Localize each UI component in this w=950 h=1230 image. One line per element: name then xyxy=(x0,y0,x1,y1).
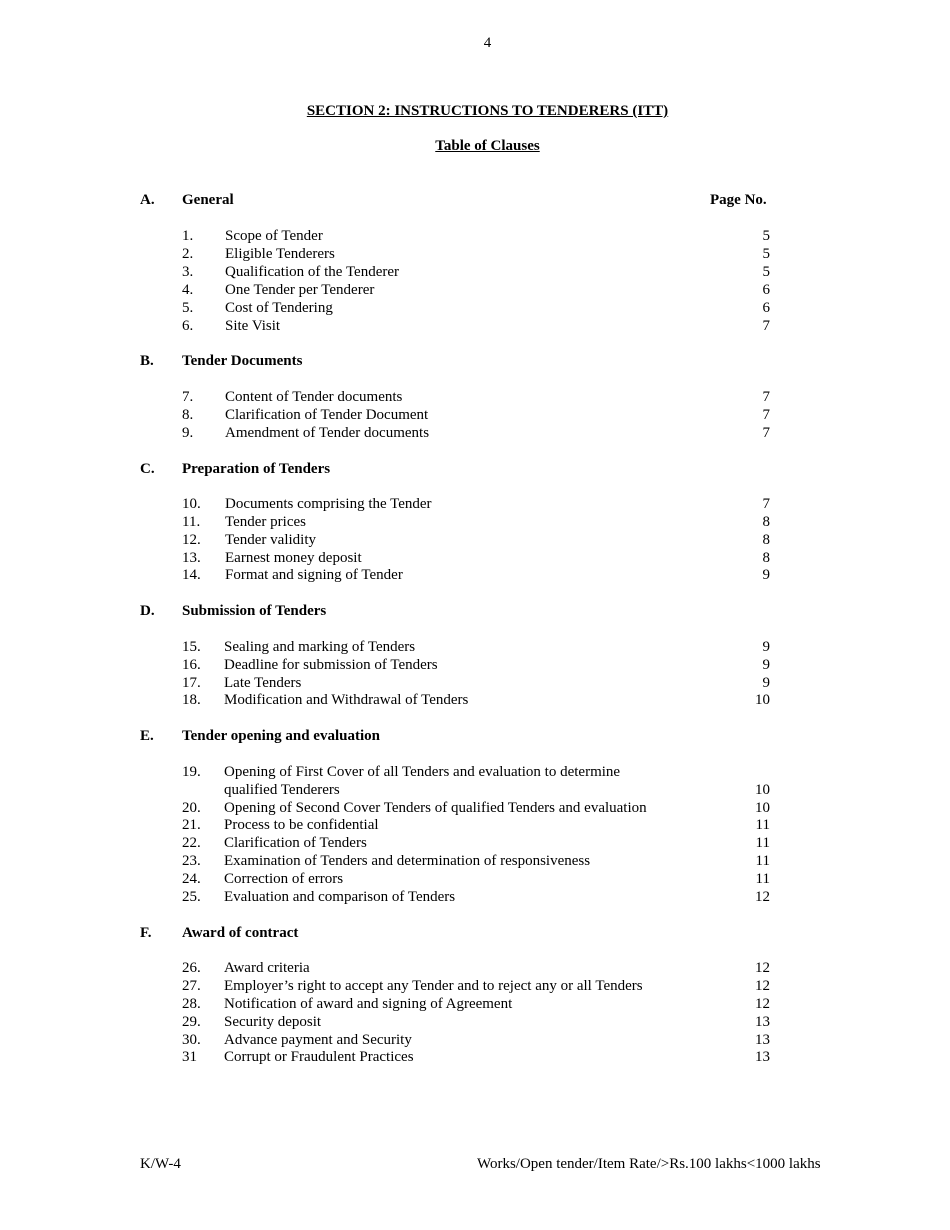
clause-number: 29. xyxy=(182,1014,201,1030)
clause-title: Cost of Tendering xyxy=(225,300,333,316)
clause-page: 5 xyxy=(762,246,770,262)
clause-page: 9 xyxy=(762,639,770,655)
clause-number: 4. xyxy=(182,282,194,298)
clause-title: Tender prices xyxy=(225,514,306,530)
clause-page: 13 xyxy=(755,1014,770,1030)
clause-title: Process to be confidential xyxy=(224,817,379,833)
clause-title: Evaluation and comparison of Tenders xyxy=(224,889,456,905)
clause-number: 28. xyxy=(182,996,201,1012)
clause-page: 11 xyxy=(755,817,770,833)
clause-title: Correction of errors xyxy=(224,871,344,887)
clause-page: 7 xyxy=(762,318,770,334)
clause-title: Corrupt or Fraudulent Practices xyxy=(224,1049,414,1065)
section-letter: D. xyxy=(140,603,155,619)
clause-title: Format and signing of Tender xyxy=(225,567,403,583)
clause-page: 12 xyxy=(755,978,770,994)
clause-number: 20. xyxy=(182,800,201,816)
clause-title: Qualification of the Tenderer xyxy=(225,264,400,280)
clause-title: Site Visit xyxy=(225,318,281,334)
clause-number: 19. xyxy=(182,764,201,780)
clause-title: Modification and Withdrawal of Tenders xyxy=(224,692,469,708)
footer-tender-category: Works/Open tender/Item Rate/>Rs.100 lakhs<1000 lakhs xyxy=(477,1156,821,1172)
clause-page: 7 xyxy=(762,389,770,405)
section-heading: Preparation of Tenders xyxy=(182,461,331,477)
clause-page: 10 xyxy=(755,692,770,708)
clause-number: 9. xyxy=(182,425,194,441)
clause-title: One Tender per Tenderer xyxy=(225,282,375,298)
clause-title: Notification of award and signing of Agreement xyxy=(224,996,513,1012)
clause-page: 9 xyxy=(762,675,770,691)
clause-number: 16. xyxy=(182,657,201,673)
clause-number: 2. xyxy=(182,246,194,262)
clause-number: 18. xyxy=(182,692,201,708)
clause-page: 5 xyxy=(762,228,770,244)
clause-number: 23. xyxy=(182,853,201,869)
clause-title: Deadline for submission of Tenders xyxy=(224,657,438,673)
section-letter: F. xyxy=(140,925,152,941)
clause-number: 30. xyxy=(182,1032,201,1048)
clause-title: Eligible Tenderers xyxy=(225,246,335,262)
clause-title: Documents comprising the Tender xyxy=(225,496,432,512)
clause-title: Late Tenders xyxy=(224,675,302,691)
clause-page: 7 xyxy=(762,425,770,441)
clause-page: 13 xyxy=(755,1032,770,1048)
clause-page: 10 xyxy=(755,800,770,816)
clause-page: 12 xyxy=(755,889,770,905)
clause-title: Examination of Tenders and determination of responsiveness xyxy=(224,853,591,869)
section-title: SECTION 2: INSTRUCTIONS TO TENDERERS (ITT) xyxy=(306,103,669,119)
clause-number: 27. xyxy=(182,978,201,994)
clause-page: 8 xyxy=(762,514,770,530)
section-heading: Tender Documents xyxy=(182,353,303,369)
clause-number: 25. xyxy=(182,889,201,905)
clause-title: Scope of Tender xyxy=(225,228,323,244)
clause-number: 21. xyxy=(182,817,201,833)
clause-page: 11 xyxy=(755,835,770,851)
section-heading: Award of contract xyxy=(182,925,299,941)
page-number: 4 xyxy=(483,35,492,51)
clause-page: 9 xyxy=(762,657,770,673)
section-letter: B. xyxy=(140,353,154,369)
section-heading: Submission of Tenders xyxy=(182,603,327,619)
clause-number: 12. xyxy=(182,532,201,548)
clause-number: 6. xyxy=(182,318,194,334)
clause-number: 26. xyxy=(182,960,201,976)
clause-number: 1. xyxy=(182,228,194,244)
clause-number: 11. xyxy=(182,514,201,530)
section-letter: C. xyxy=(140,461,155,477)
clause-page: 8 xyxy=(762,532,770,548)
clause-page: 5 xyxy=(762,264,770,280)
clause-number: 13. xyxy=(182,550,201,566)
clause-number: 22. xyxy=(182,835,201,851)
clause-number: 17. xyxy=(182,675,201,691)
clause-title: Award criteria xyxy=(224,960,310,976)
table-of-clauses-heading: Table of Clauses xyxy=(435,138,540,154)
page-no-header: Page No. xyxy=(710,192,767,208)
section-letter: E. xyxy=(140,728,154,744)
clause-page: 12 xyxy=(755,996,770,1012)
clause-title: Advance payment and Security xyxy=(224,1032,412,1048)
clause-number: 14. xyxy=(182,567,201,583)
clause-number: 5. xyxy=(182,300,194,316)
clause-number: 8. xyxy=(182,407,194,423)
clause-title: Sealing and marking of Tenders xyxy=(224,639,416,655)
clause-number: 15. xyxy=(182,639,201,655)
clause-title: Content of Tender documents xyxy=(225,389,403,405)
clause-page: 6 xyxy=(762,300,770,316)
clause-page: 9 xyxy=(762,567,770,583)
clause-page: 12 xyxy=(755,960,770,976)
clause-number: 10. xyxy=(182,496,201,512)
section-heading: General xyxy=(182,192,234,208)
clause-title: Opening of First Cover of all Tenders and evaluation to determine xyxy=(224,764,621,780)
clause-page: 7 xyxy=(762,496,770,512)
clause-title: Tender validity xyxy=(225,532,317,548)
clause-page: 7 xyxy=(762,407,770,423)
clause-page: 6 xyxy=(762,282,770,298)
clause-page: 11 xyxy=(755,853,770,869)
clause-title: Security deposit xyxy=(224,1014,322,1030)
clause-title: Earnest money deposit xyxy=(225,550,362,566)
section-heading: Tender opening and evaluation xyxy=(182,728,380,744)
clause-title: Employer’s right to accept any Tender and to reject any or all Tenders xyxy=(224,978,643,994)
clause-number: 24. xyxy=(182,871,201,887)
clause-number: 31 xyxy=(182,1049,197,1065)
clause-title: Amendment of Tender documents xyxy=(225,425,430,441)
footer-document-code: K/W-4 xyxy=(140,1156,181,1172)
clause-page: 13 xyxy=(755,1049,770,1065)
clause-title: Clarification of Tender Document xyxy=(225,407,429,423)
clause-page: 8 xyxy=(762,550,770,566)
clause-title: Clarification of Tenders xyxy=(224,835,367,851)
clause-page: 11 xyxy=(755,871,770,887)
clause-number: 3. xyxy=(182,264,194,280)
clause-page: 10 xyxy=(755,782,770,798)
clause-title-continued: qualified Tenderers xyxy=(224,782,340,798)
section-letter: A. xyxy=(140,192,155,208)
clause-title: Opening of Second Cover Tenders of qualified Tenders and evaluation xyxy=(224,800,647,816)
clause-number: 7. xyxy=(182,389,194,405)
